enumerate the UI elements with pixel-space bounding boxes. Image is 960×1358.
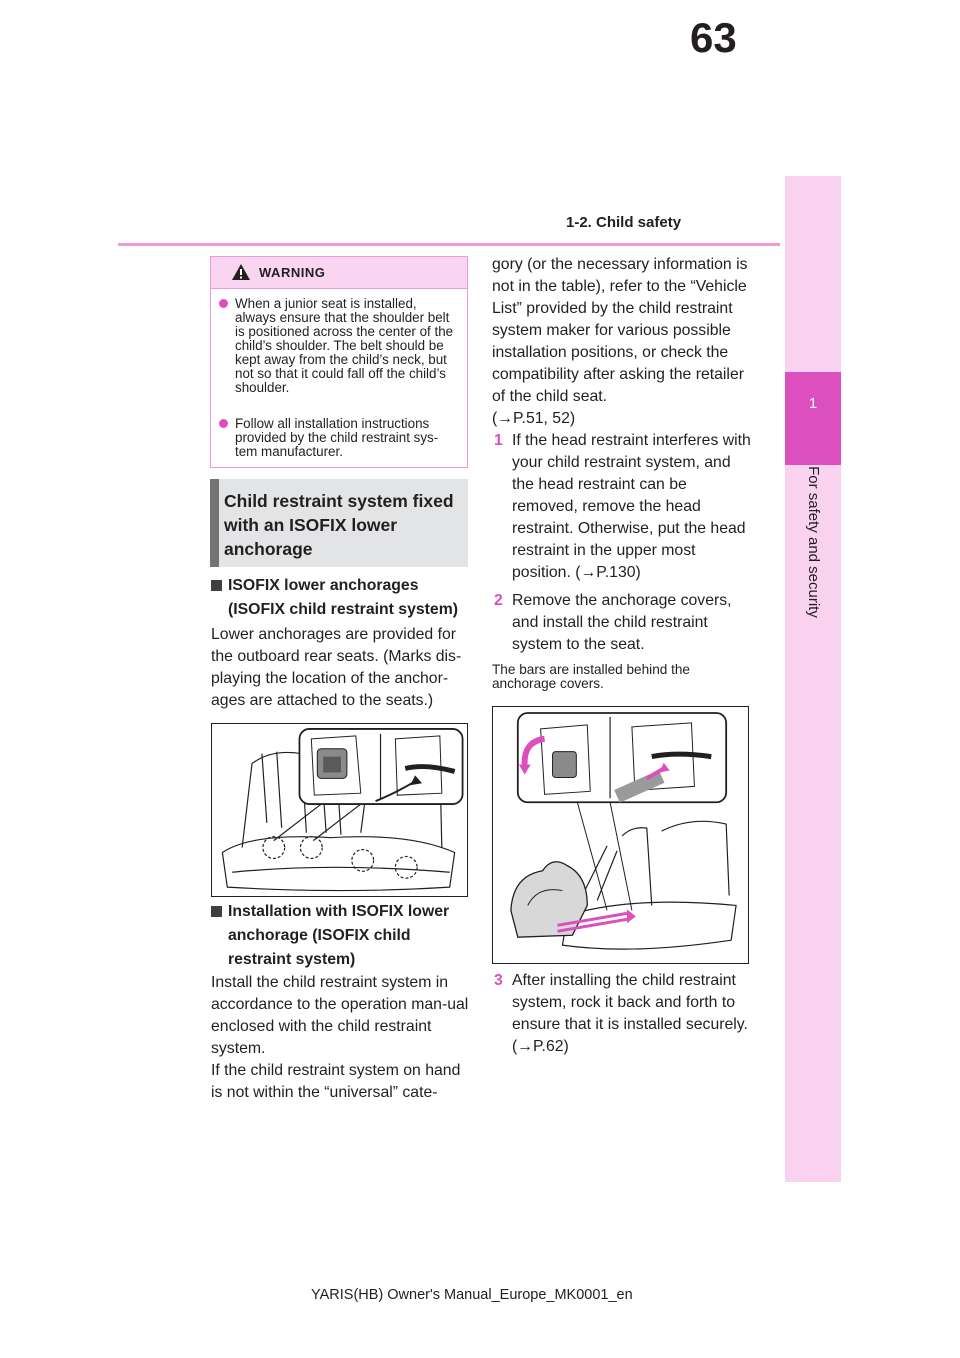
- square-bullet-icon: [211, 906, 222, 917]
- warning-item-text: When a junior seat is installed, always ensure that the shoulder belt is positioned across the center of the child’s shoulder. The belt should be kept away from the child’s neck, but not so that it could fall off the child’s shoulder.: [235, 296, 454, 395]
- warning-item-text: Follow all installation instructions provided by the child restraint sys-tem manufacturer.: [235, 416, 439, 459]
- header-rule: [118, 243, 780, 246]
- step-2: 2 Remove the anchorage covers, and install the child restraint system to the seat.: [494, 592, 732, 653]
- warning-title: WARNING: [259, 265, 326, 280]
- heading-bar: [210, 479, 219, 567]
- step-3: 3 After installing the child restraint system, rock it back and forth to ensure that it is installed securely. (→P.62): [494, 972, 748, 1055]
- anchorage-note: The bars are installed behind the anchorage covers.: [492, 662, 690, 691]
- warning-box: [210, 256, 468, 468]
- warning-item: [235, 297, 459, 395]
- sub-heading-installation: Installation with ISOFIX lower anchorage (ISOFIX child restraint system): [228, 900, 474, 972]
- section-title: 1-2. Child safety: [566, 214, 682, 231]
- rear-seat-anchorage-figure: [211, 723, 468, 897]
- section-heading: Child restraint system fixed with an ISOFIX lower anchorage: [224, 491, 454, 559]
- chapter-number: 1: [808, 395, 818, 412]
- warning-triangle-icon: [231, 263, 251, 281]
- child-seat-installation-figure: [492, 706, 749, 964]
- step-1: 1 If the head restraint interferes with your child restraint system, and the head restraint can be removed, remove the head restraint. Otherwise, put the head restraint in the upper most position. (→P.130): [494, 432, 751, 581]
- footer-manual-id: YARIS(HB) Owner's Manual_Europe_MK0001_en: [311, 1287, 633, 1303]
- chapter-name: For safety and security: [805, 466, 822, 618]
- bullet-dot-icon: [219, 419, 228, 428]
- section-heading-box: [210, 479, 468, 567]
- chapter-side-tab: [785, 176, 841, 1182]
- installation-text-continued: gory (or the necessary information is not in the table), refer to the “Vehicle List” provided by the child restraint system maker for various possible installation positions, or check the compatibility after asking the retailer of the child seat. (→P.51, 52): [492, 256, 748, 427]
- square-bullet-icon: [211, 580, 222, 591]
- page-number: 63: [690, 14, 737, 61]
- installation-text: Install the child restraint system in accordance to the operation man-ual enclosed with the child restraint system. If the child restraint system on hand is not within the “universal” cate-: [211, 974, 469, 1101]
- warning-item: [235, 417, 459, 459]
- bullet-dot-icon: [219, 299, 228, 308]
- sub-heading-isofix-anchorages: ISOFIX lower anchorages (ISOFIX child restraint system): [228, 574, 474, 622]
- warning-header: [211, 257, 467, 289]
- isofix-anchorages-text: Lower anchorages are provided for the outboard rear seats. (Marks dis-playing the location of the anchor-ages are attached to the seats.): [211, 626, 462, 709]
